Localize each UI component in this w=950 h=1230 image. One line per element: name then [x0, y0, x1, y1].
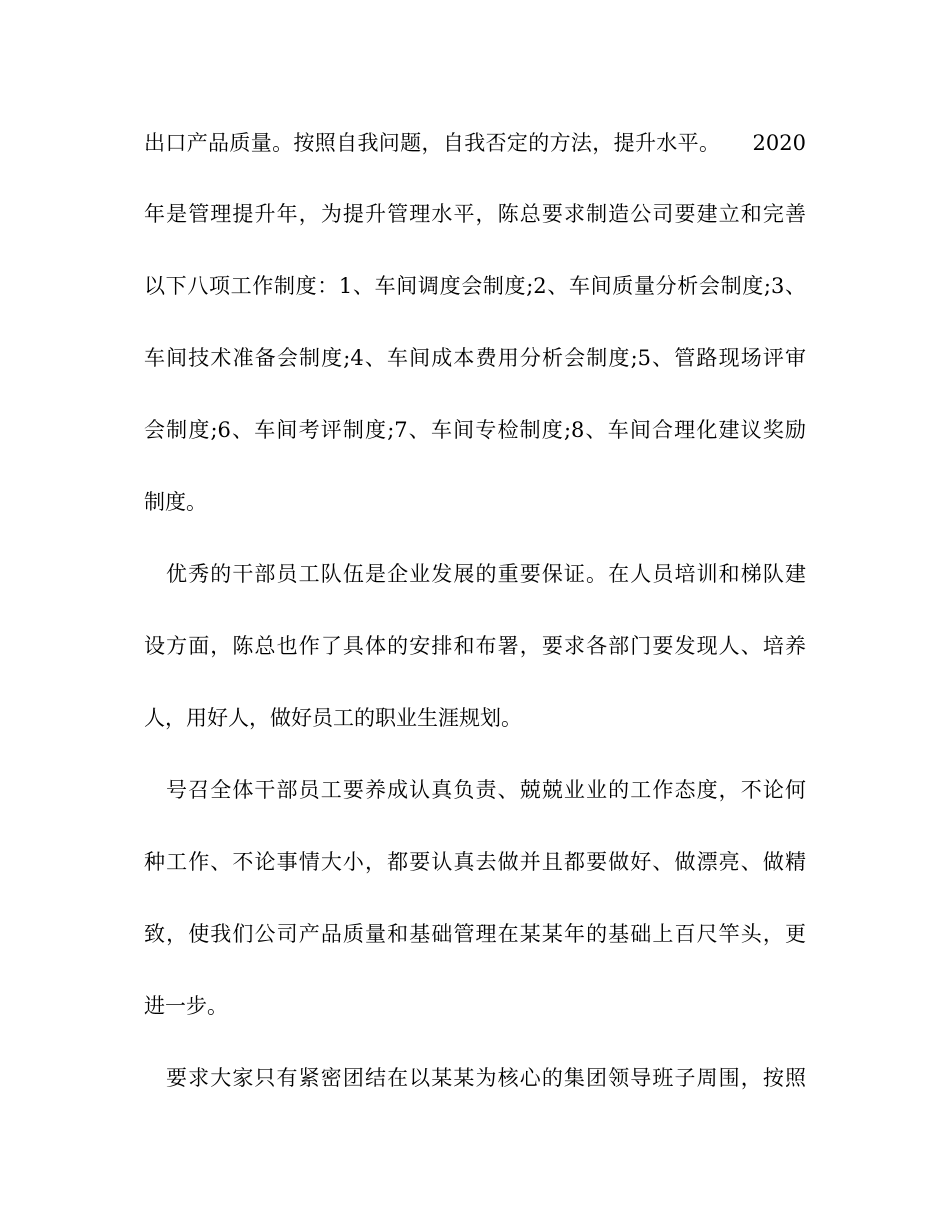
paragraph-first-line: 要求大家只有紧密团结在以某某为核心的集团领导班子周围，按照: [166, 1066, 806, 1090]
text-line: 制度。: [144, 490, 207, 514]
paragraph-first-line: 优秀的干部员工队伍是企业发展的重要保证。在人员培训和梯队建: [166, 562, 806, 586]
text-line: 出口产品质量。按照自我问题，自我否定的方法，提升水平。 2020: [144, 131, 806, 155]
text-line: 人，用好人，做好员工的职业生涯规划。: [144, 706, 522, 730]
text-line: 车间技术准备会制度;4、车间成本费用分析会制度;5、管路现场评审: [144, 346, 806, 370]
text-line: 种工作、不论事情大小，都要认真去做并且都要做好、做漂亮、做精: [144, 850, 806, 874]
paragraph-first-line: 号召全体干部员工要养成认真负责、兢兢业业的工作态度，不论何: [166, 778, 806, 802]
text-line: 以下八项工作制度：1、车间调度会制度;2、车间质量分析会制度;3、: [144, 274, 806, 298]
text-line: 会制度;6、车间考评制度;7、车间专检制度;8、车间合理化建议奖励: [144, 418, 806, 442]
text-line: 进一步。: [144, 994, 228, 1018]
text-line: 设方面，陈总也作了具体的安排和布署，要求各部门要发现人、培养: [144, 634, 806, 658]
text-line: 致，使我们公司产品质量和基础管理在某某年的基础上百尺竿头，更: [144, 922, 806, 946]
text-line: 年是管理提升年，为提升管理水平，陈总要求制造公司要建立和完善: [144, 202, 806, 226]
